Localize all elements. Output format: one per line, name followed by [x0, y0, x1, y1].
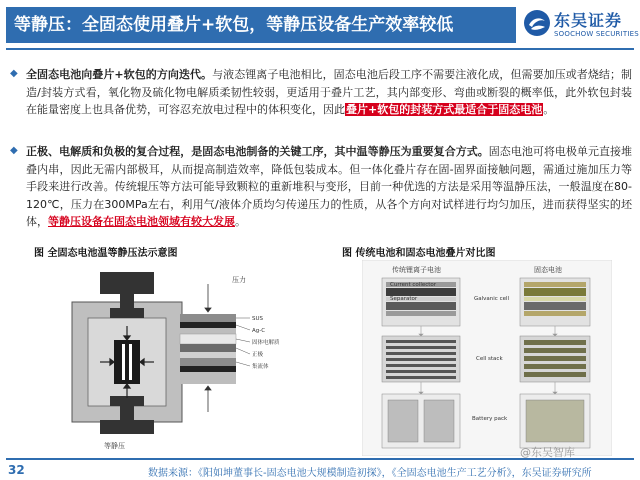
traditional-cell-stack: [382, 336, 460, 382]
diamond-bullet-icon: ◆: [10, 68, 18, 79]
footer: [0, 458, 640, 480]
diamond-bullet-icon: ◆: [10, 145, 18, 156]
press-label: 等静压: [104, 442, 125, 450]
bullet-2-lead: 正极、电解质和负极的复合过程，是固态电池制备的关键工序，其中温等静压为重要复合方式。: [26, 145, 489, 158]
isostatic-press-diagram: [40, 262, 310, 452]
page-number: 32: [8, 463, 25, 477]
bullet-1-body: 与液态锂离子电池相比，固态电池后段工序不需要注液化成，但需要加压或者烧结；制造/封装方式看，氧化物及硫化物电解质柔韧性较弱，更适用于叠片工艺，其内部变形、弯曲或断裂的概率低，此外软包封装在能量密度上也具备优势，可容忍充放电过程中的体积变化，因此: [26, 68, 632, 117]
galvanic-cell-label: Galvanic cell: [474, 296, 510, 302]
traditional-battery-pack: [382, 394, 460, 448]
bullet-2-body: 固态电池可将电极单元直接堆叠内串，因此无需内部极耳，从而提高制造效率，降低包装成本。但一体化叠片存在固-固界面接触问题，需通过施加压力等手段来进行改善。传统辊压等方法可能导致颗粒的重新堆积与变形，目前一种优选的方法是采用等温静压法，一般温度在80-120℃，压力在300MPa左右，利用气/液体介质均匀传递压力的性质，从各个方向对试样进行均匀加压，进而获得坚实的坯体，: [26, 145, 633, 229]
bullet-1-tail: 。: [543, 103, 555, 117]
bullet-2-tail: 。: [235, 215, 246, 229]
logo-icon: [523, 9, 551, 37]
bullet-1-highlight: 叠片+软包的封装方式最适合于固态电池: [346, 103, 543, 117]
figure-right-caption: 图 传统电池和固态电池叠片对比图: [342, 248, 496, 259]
watermark: @东吴智库: [520, 446, 575, 459]
current-collector-text: Current collector: [390, 282, 437, 288]
separator-text: Separator: [390, 296, 418, 302]
bullet-2: [10, 143, 632, 231]
stacking-comparison-diagram: [362, 260, 612, 456]
solid-battery-label: 固态电池: [534, 266, 562, 274]
logo-text-en: SOOCHOW SECURITIES: [554, 30, 639, 38]
electrolyte-label: 固体电解质: [252, 340, 280, 346]
figure-left-caption: 图 全固态电池温等静压法示意图: [34, 248, 178, 259]
brand-logo: [523, 6, 639, 46]
pressure-label: 压力: [232, 276, 246, 284]
bullet-2-highlight: 等静压设备在固态电池领域有较大发展: [48, 215, 235, 229]
battery-pack-label: Battery pack: [472, 416, 508, 422]
bullet-2-text: [26, 143, 632, 231]
header-rule: [6, 48, 634, 50]
agc-label: Ag-C: [252, 328, 266, 334]
bullet-1-text: [26, 66, 632, 119]
page-title: 等静压：全固态使用叠片+软包，等静压设备生产效率较低: [6, 7, 516, 43]
bullet-1-lead: 全固态电池向叠片+软包的方向迭代。: [26, 68, 213, 81]
logo-text-cn: 东吴证券: [554, 11, 623, 30]
cell-stack-label: Cell stack: [476, 356, 503, 362]
solid-cell-stack: [520, 336, 590, 382]
bullet-1: [10, 66, 632, 119]
solid-battery-pack: [520, 394, 590, 448]
cathode-label: 正极: [252, 352, 264, 358]
source-citation: 数据来源：《阳如坤董事长-固态电池大规模制造初探》，《全固态电池生产工艺分析》，东吴证券研究所: [148, 468, 592, 479]
current-collector-label: 集流体: [252, 364, 269, 370]
sus-label: SUS: [252, 316, 264, 322]
header: [0, 0, 640, 52]
traditional-battery-label: 传统锂离子电池: [392, 266, 441, 274]
